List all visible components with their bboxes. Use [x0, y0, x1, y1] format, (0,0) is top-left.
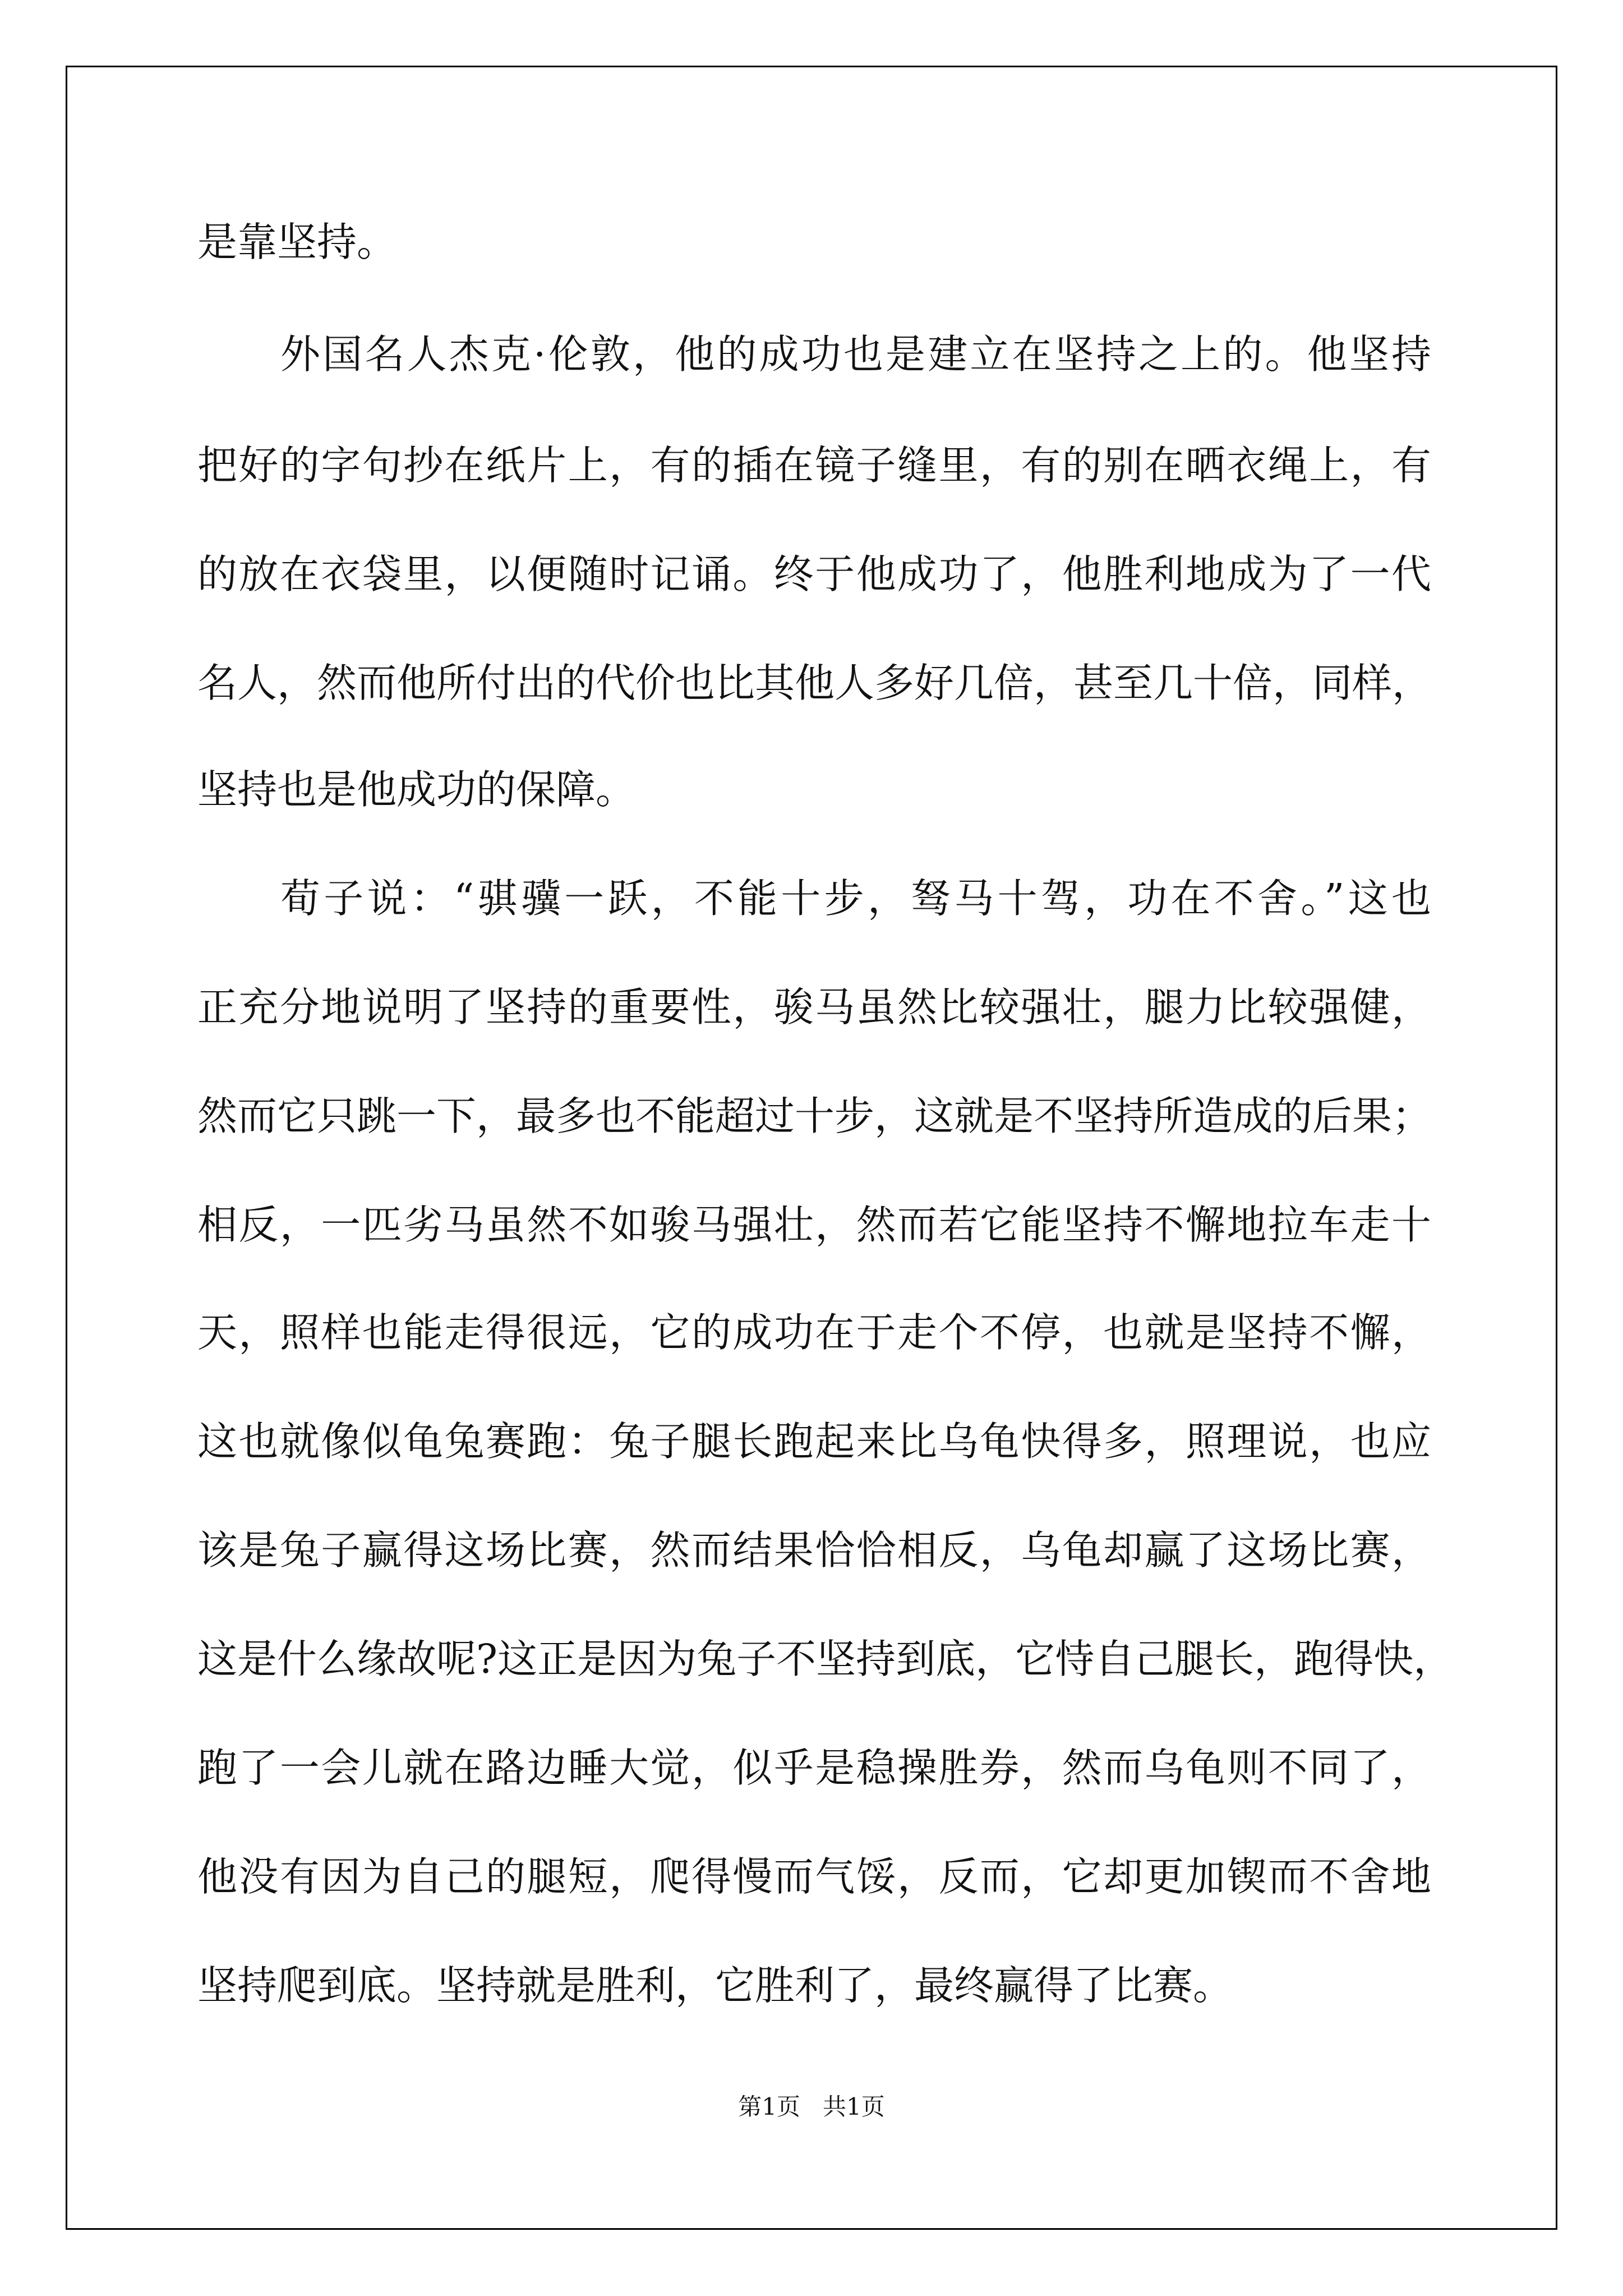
text-line: 这是什么缘故呢?这正是因为兔子不坚持到底，它恃自己腿长，跑得快，	[197, 1636, 1454, 1682]
text-line: 是靠坚持。	[197, 219, 397, 265]
page-number: 第1页	[738, 2093, 800, 2120]
text-line: 把好的字句抄在纸片上，有的插在镜子缝里，有的别在晒衣绳上，有	[197, 442, 1431, 489]
text-line: 然而它只跳一下，最多也不能超过十步，这就是不坚持所造成的后果；	[197, 1093, 1432, 1139]
text-line: 天，照样也能走得很远，它的成功在于走个不停，也就是坚持不懈，	[197, 1309, 1431, 1356]
text-line: 坚持也是他成功的保障。	[197, 766, 636, 813]
text-line: 名人，然而他所付出的代价也比其他人多好几倍，甚至几十倍，同样，	[197, 660, 1432, 706]
text-line: 荀子说：“骐骥一跃，不能十步，驽马十驾，功在不舍。”这也	[280, 875, 1431, 922]
text-line: 正充分地说明了坚持的重要性，骏马虽然比较强壮，腿力比较强健，	[197, 984, 1431, 1030]
page-total: 共1页	[823, 2093, 885, 2120]
text-line: 坚持爬到底。坚持就是胜利，它胜利了，最终赢得了比赛。	[197, 1962, 1233, 2009]
text-line: 这也就像似龟兔赛跑：兔子腿长跑起来比乌龟快得多，照理说，也应	[197, 1418, 1431, 1465]
page-footer	[0, 2090, 1623, 2124]
page-border	[66, 66, 1557, 2230]
text-line: 的放在衣袋里，以便随时记诵。终于他成功了，他胜利地成为了一代	[197, 551, 1431, 597]
text-line: 外国名人杰克·伦敦，他的成功也是建立在坚持之上的。他坚持	[280, 331, 1431, 378]
text-line: 该是兔子赢得这场比赛，然而结果恰恰相反，乌龟却赢了这场比赛，	[197, 1527, 1431, 1573]
text-line: 他没有因为自己的腿短，爬得慢而气馁，反而，它却更加锲而不舍地	[197, 1853, 1431, 1900]
text-line: 跑了一会儿就在路边睡大觉，似乎是稳操胜券，然而乌龟则不同了，	[197, 1745, 1431, 1791]
text-line: 相反，一匹劣马虽然不如骏马强壮，然而若它能坚持不懈地拉车走十	[197, 1202, 1431, 1248]
